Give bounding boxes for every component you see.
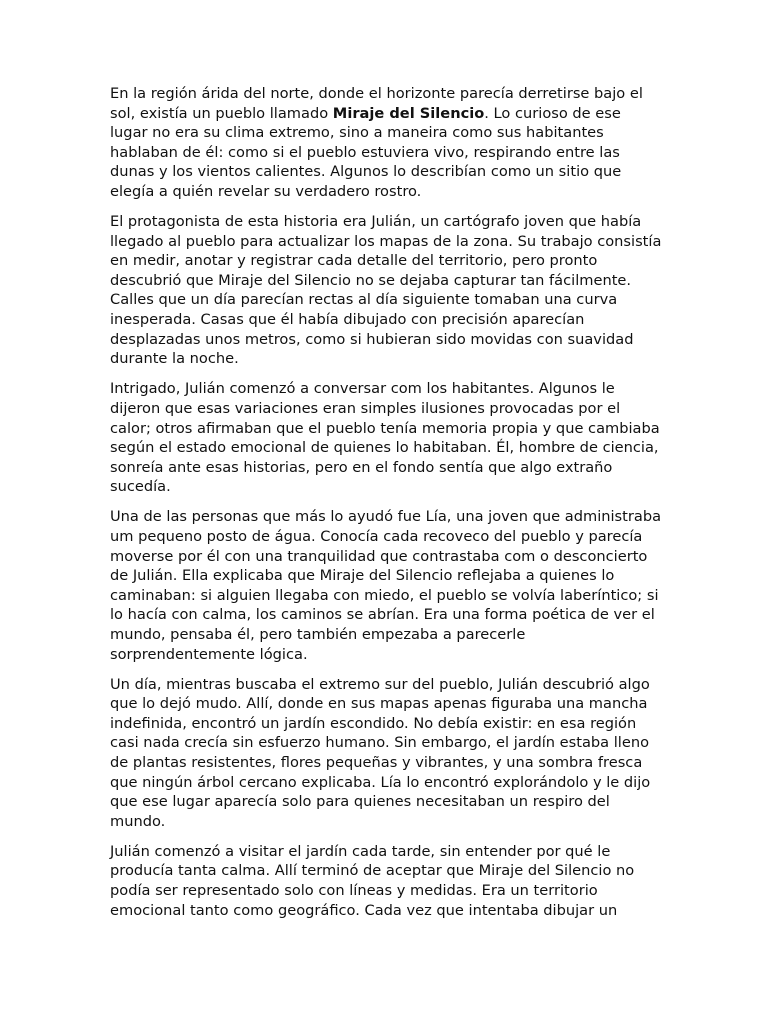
town-name-bold: Miraje del Silencio	[332, 104, 485, 122]
paragraph-4: Una de las personas que más lo ayudó fue Lía, una joven que administraba um pequeno posto de água. Conocía cada recoveco del pueblo y parecía moverse por él con una tranquilidad que contrastaba com o desconcierto de Julián. Ella explicaba que Miraje del Silencio reflejaba a quienes lo caminaban: si alguien llegaba con miedo, el pueblo se volvía laberíntico; si lo hacía con calma, los caminos se abrían. Era una forma poética de ver el mundo, pensaba él, pero también empezaba a parecerle sorprendentemente lógica.	[110, 508, 662, 663]
document-body	[110, 84, 662, 931]
paragraph-6: Julián comenzó a visitar el jardín cada tarde, sin entender por qué le producía tanta calma. Allí terminó de aceptar que Miraje del Silencio no podía ser representado solo con líneas y medidas. Era un territorio emocional tanto como geográfico. Cada vez que intentaba dibujar un	[110, 842, 635, 919]
paragraph-5: Un día, mientras buscaba el extremo sur del pueblo, Julián descubrió algo que lo dejó mudo. Allí, donde en sus mapas apenas figuraba una mancha indefinida, encontró un jardín escondido. No debía existir: en esa región casi nada crecía sin esfuerzo humano. Sin embargo, el jardín estaba lleno de plantas resistentes, flores pequeñas y vibrantes, y una sombra fresca que ningún árbol cercano explicaba. Lía lo encontró explorándolo y le dijo que ese lugar aparecía solo para quienes necesitaban un respiro del mundo.	[110, 675, 651, 830]
paragraph-1	[110, 84, 662, 202]
paragraph-1-end: . Lo curioso de ese lugar no era su clima extremo, sino a maneira como sus habitantes hablaban de él: como si el pueblo estuviera vivo, respirando entre las dunas y los vientos calientes. Algunos lo describían como un sitio que elegía a quién revelar su verdadero rostro.	[110, 104, 622, 200]
paragraph-2: El protagonista de esta historia era Julián, un cartógrafo joven que había llegado al pueblo para actualizar los mapas de la zona. Su trabajo consistía en medir, anotar y registrar cada detalle del territorio, pero pronto descubrió que Miraje del Silencio no se dejaba capturar tan fácilmente. Calles que un día parecían rectas al día siguiente tomaban una curva inesperada. Casas que él había dibujado con precisión aparecían desplazadas unos metros, como si hubieran sido movidas con suavidad durante la noche.	[110, 213, 662, 368]
paragraph-3: Intrigado, Julián comenzó a conversar com los habitantes. Algunos le dijeron que esas variaciones eran simples ilusiones provocadas por el calor; otros afirmaban que el pueblo tenía memoria propia y que cambiaba según el estado emocional de quienes lo habitaban. Él, hombre de ciencia, sonreía ante esas historias, pero en el fondo sentía que algo extraño sucedía.	[110, 380, 660, 496]
paragraph-1-start: En la región árida del norte, donde el horizonte parecía derretirse bajo el sol, existía un pueblo llamado	[110, 85, 643, 122]
